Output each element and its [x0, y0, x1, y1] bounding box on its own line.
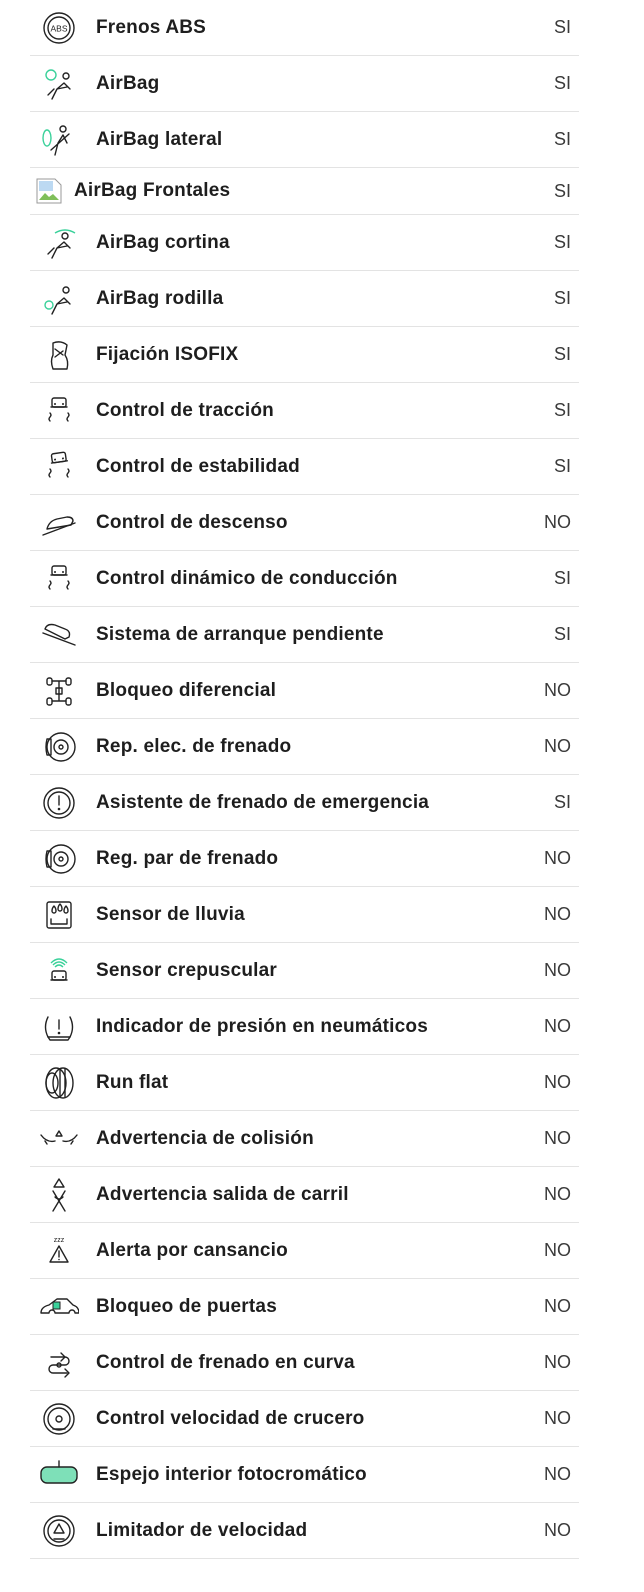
feature-value: NO	[544, 904, 571, 924]
abs-icon	[36, 8, 82, 48]
child-seat-icon	[36, 335, 82, 375]
feature-value: NO	[544, 1128, 571, 1148]
feature-row	[30, 56, 579, 112]
feature-label: Control dinámico de conducción	[96, 567, 398, 589]
svg-text:zzz: zzz	[53, 1236, 65, 1244]
feature-value: NO	[544, 1352, 571, 1372]
brake-disc-icon	[36, 727, 82, 767]
feature-value: NO	[544, 1240, 571, 1260]
feature-label: Limitador de velocidad	[96, 1519, 308, 1541]
feature-value: SI	[553, 456, 571, 476]
differential-lock-icon	[36, 671, 82, 711]
feature-label: Advertencia de colisión	[96, 1127, 314, 1149]
feature-value: NO	[544, 1016, 571, 1036]
feature-value: SI	[553, 180, 571, 201]
lane-departure-icon	[36, 1175, 82, 1215]
tire-pressure-icon	[36, 1007, 82, 1047]
collision-warning-icon	[36, 1119, 82, 1159]
feature-row	[30, 0, 579, 56]
feature-value: NO	[544, 1464, 571, 1484]
door-lock-icon	[36, 1287, 82, 1327]
feature-row	[30, 1111, 579, 1167]
feature-row	[30, 1279, 579, 1335]
feature-row	[30, 1391, 579, 1447]
speed-limiter-icon	[36, 1511, 82, 1551]
feature-value: SI	[553, 624, 571, 644]
feature-value: SI	[553, 17, 571, 37]
feature-value: NO	[544, 736, 571, 756]
feature-row	[30, 1335, 579, 1391]
feature-row	[30, 495, 579, 551]
side-airbag-icon	[36, 120, 82, 160]
feature-value: NO	[544, 960, 571, 980]
feature-label: Bloqueo diferencial	[96, 679, 277, 701]
feature-row	[30, 215, 579, 271]
rain-sensor-icon	[36, 895, 82, 935]
svg-text:ABS: ABS	[50, 23, 68, 33]
feature-value: NO	[544, 1296, 571, 1316]
feature-label: Alerta por cansancio	[96, 1239, 288, 1261]
feature-label: Sistema de arranque pendiente	[96, 623, 384, 645]
feature-row	[30, 271, 579, 327]
feature-label: Control de estabilidad	[96, 455, 300, 477]
feature-row	[30, 1167, 579, 1223]
feature-row	[30, 383, 579, 439]
feature-row	[30, 112, 579, 168]
feature-row	[30, 1447, 579, 1503]
cruise-control-icon	[36, 1399, 82, 1439]
feature-label: Control de descenso	[96, 511, 288, 533]
feature-label: Bloqueo de puertas	[96, 1295, 277, 1317]
feature-value: NO	[544, 1184, 571, 1204]
feature-label: Control de tracción	[96, 399, 274, 421]
feature-row	[30, 1055, 579, 1111]
feature-label: Fijación ISOFIX	[96, 343, 239, 365]
feature-value: NO	[544, 848, 571, 868]
feature-row	[30, 887, 579, 943]
feature-value: SI	[553, 344, 571, 364]
feature-label: Sensor crepuscular	[96, 959, 278, 981]
feature-value: SI	[553, 792, 571, 812]
feature-label: Espejo interior fotocromático	[96, 1463, 367, 1485]
feature-row	[30, 719, 579, 775]
brake-torque-icon	[36, 839, 82, 879]
feature-value: SI	[553, 568, 571, 588]
feature-label: AirBag cortina	[96, 231, 230, 253]
feature-value: SI	[553, 73, 571, 93]
traction-control-icon	[36, 391, 82, 431]
feature-label: Indicador de presión en neumáticos	[96, 1015, 428, 1037]
feature-value: SI	[553, 129, 571, 149]
curtain-airbag-icon	[36, 223, 82, 263]
feature-row	[30, 999, 579, 1055]
feature-label: Run flat	[96, 1071, 169, 1093]
curve-brake-icon	[36, 1343, 82, 1383]
feature-label: Control de frenado en curva	[96, 1351, 355, 1373]
feature-label: Control velocidad de crucero	[96, 1407, 365, 1429]
feature-label: Sensor de lluvia	[96, 903, 245, 925]
feature-row	[30, 551, 579, 607]
feature-value: NO	[544, 1408, 571, 1428]
feature-value: NO	[544, 1072, 571, 1092]
feature-label: Asistente de frenado de emergencia	[96, 791, 430, 813]
feature-label: AirBag rodilla	[96, 287, 224, 309]
feature-label: AirBag Frontales	[74, 180, 231, 201]
stability-control-icon	[36, 447, 82, 487]
dynamic-control-icon	[36, 559, 82, 599]
emergency-brake-icon	[36, 783, 82, 823]
feature-value: NO	[544, 1520, 571, 1540]
knee-airbag-icon	[36, 279, 82, 319]
feature-value: NO	[544, 680, 571, 700]
hill-descent-icon	[36, 503, 82, 543]
feature-label: Advertencia salida de carril	[96, 1183, 349, 1205]
feature-row	[30, 1223, 579, 1279]
feature-label: Rep. elec. de frenado	[96, 735, 292, 757]
tire-icon	[36, 1063, 82, 1103]
feature-row	[30, 607, 579, 663]
feature-row	[30, 1503, 579, 1559]
fatigue-alert-icon	[36, 1231, 82, 1271]
airbag-icon	[36, 64, 82, 104]
feature-value: SI	[553, 400, 571, 420]
feature-value: SI	[553, 288, 571, 308]
feature-row	[30, 775, 579, 831]
feature-row	[30, 831, 579, 887]
feature-row	[30, 168, 579, 215]
feature-row	[30, 439, 579, 495]
feature-value: SI	[553, 232, 571, 252]
feature-label: AirBag lateral	[96, 128, 223, 150]
features-list	[30, 0, 579, 1559]
feature-row	[30, 327, 579, 383]
feature-row	[30, 943, 579, 999]
feature-value: NO	[544, 512, 571, 532]
light-sensor-icon	[36, 951, 82, 991]
hill-start-icon	[36, 615, 82, 655]
feature-label: Reg. par de frenado	[96, 847, 279, 869]
feature-row	[30, 663, 579, 719]
broken-image-icon	[36, 178, 62, 204]
mirror-icon	[36, 1455, 82, 1495]
feature-label: Frenos ABS	[96, 16, 207, 38]
feature-label: AirBag	[96, 72, 160, 94]
